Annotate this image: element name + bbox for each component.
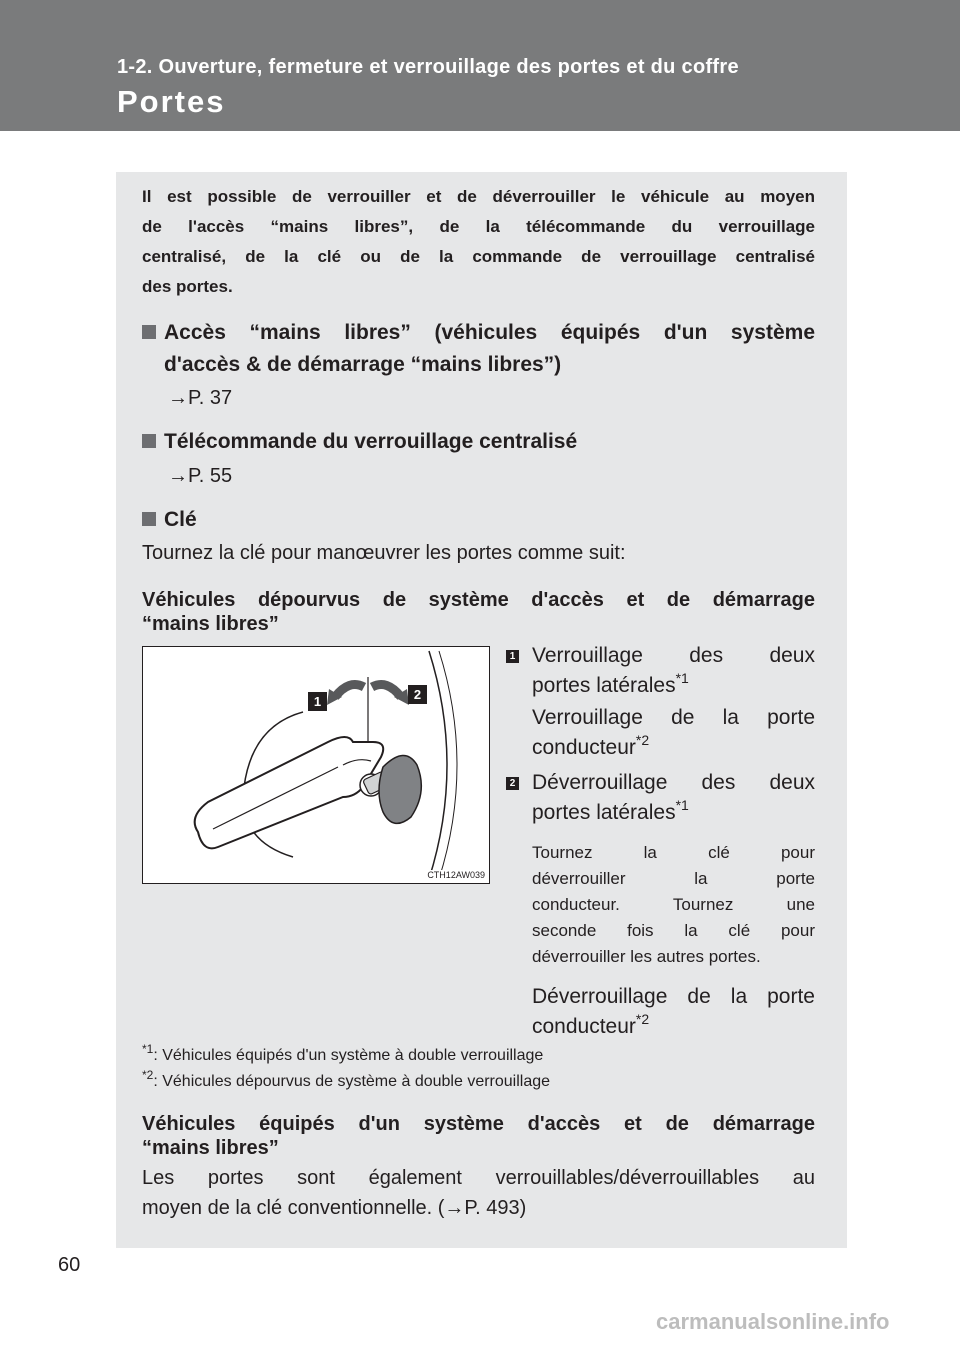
intro-line: de l'accès “mains libres”, de la télécommande du verrouillage bbox=[142, 217, 815, 236]
figure-code: CTH12AW039 bbox=[427, 870, 485, 880]
legend-note bbox=[532, 840, 815, 970]
figure-badge-1: 1 bbox=[308, 692, 327, 711]
legend-line: Déverrouillage de la porte bbox=[532, 985, 815, 1008]
legend-line: conducteur bbox=[532, 736, 636, 759]
section-heading-remote: Télécommande du verrouillage centralisé bbox=[164, 430, 578, 453]
subheading-line: “mains libres” bbox=[142, 613, 279, 635]
section-heading-line: d'accès & de démarrage “mains libres”) bbox=[164, 353, 562, 376]
page-heading: Portes bbox=[117, 84, 226, 119]
legend-line: Verrouillage de la porte bbox=[532, 706, 815, 729]
footnote-marker: *1 bbox=[675, 797, 689, 813]
page-reference-link[interactable]: →P. 37 bbox=[168, 387, 233, 409]
legend-line: Déverrouillage des deux bbox=[532, 771, 815, 794]
section-bullet bbox=[142, 434, 156, 448]
legend-item-lock-driver bbox=[532, 703, 815, 764]
legend-line: portes latérales bbox=[532, 674, 676, 697]
final-line: Les portes sont également verrouillables/déverrouillables au bbox=[142, 1167, 815, 1189]
legend-item-unlock-both bbox=[532, 768, 815, 829]
section-title: 1-2. Ouverture, fermeture et verrouillage des portes et du coffre bbox=[117, 56, 739, 78]
legend-line: portes latérales bbox=[532, 801, 676, 824]
note-line: conducteur. Tournez une bbox=[532, 895, 815, 914]
intro-line: centralisé, de la clé ou de la commande de verrouillage centralisé bbox=[142, 247, 815, 266]
note-line: déverrouiller les autres portes. bbox=[532, 947, 761, 966]
legend-line: conducteur bbox=[532, 1015, 636, 1038]
door-key-illustration bbox=[142, 646, 490, 884]
legend-item-lock-both bbox=[532, 641, 815, 702]
legend-badge-1: 1 bbox=[506, 650, 519, 663]
intro-line: des portes. bbox=[142, 277, 233, 296]
note-line: seconde fois la clé pour bbox=[532, 921, 815, 940]
footnote-marker: *1 bbox=[675, 670, 689, 686]
footnote-mark: *1 bbox=[142, 1042, 154, 1056]
footnote-1 bbox=[142, 1042, 544, 1065]
final-paragraph bbox=[142, 1163, 815, 1223]
footnote-marker: *2 bbox=[635, 732, 650, 748]
subheading-line: “mains libres” bbox=[142, 1137, 279, 1159]
section-heading-smart-access bbox=[164, 317, 815, 381]
subheading-line: Véhicules équipés d'un système d'accès et de démarrage bbox=[142, 1113, 815, 1135]
footnote-text: : Véhicules dépourvus de système à double verrouillage bbox=[153, 1073, 551, 1090]
subheading-without-smart-access bbox=[142, 588, 815, 636]
subheading-with-smart-access bbox=[142, 1112, 815, 1160]
section-bullet bbox=[142, 512, 156, 526]
legend-line: Verrouillage des deux bbox=[532, 644, 815, 667]
door-handle-drawing bbox=[143, 647, 489, 883]
chapter-header bbox=[0, 0, 960, 131]
figure-badge-2: 2 bbox=[408, 685, 427, 704]
content-panel bbox=[116, 172, 847, 1248]
page-reference-link[interactable]: →P. 55 bbox=[168, 465, 233, 487]
footnote-2 bbox=[142, 1068, 551, 1091]
footnote-marker: *2 bbox=[635, 1011, 650, 1027]
section-heading-key: Clé bbox=[164, 508, 197, 531]
footnote-mark: *2 bbox=[142, 1068, 154, 1082]
intro-line: Il est possible de verrouiller et de déverrouiller le véhicule au moyen bbox=[142, 187, 815, 206]
legend-badge-2: 2 bbox=[506, 777, 519, 790]
page-number: 60 bbox=[58, 1254, 81, 1276]
note-line: Tournez la clé pour bbox=[532, 843, 815, 862]
subheading-line: Véhicules dépourvus de système d'accès et de démarrage bbox=[142, 589, 815, 611]
footnote-text: : Véhicules équipés d'un système à double verrouillage bbox=[153, 1047, 544, 1064]
note-line: déverrouiller la porte bbox=[532, 869, 815, 888]
watermark: carmanualsonline.info bbox=[656, 1309, 890, 1334]
legend-item-unlock-driver bbox=[532, 982, 815, 1043]
intro-paragraph bbox=[142, 182, 815, 302]
section-heading-line: Accès “mains libres” (véhicules équipés d'un système bbox=[164, 321, 815, 344]
section-bullet bbox=[142, 325, 156, 339]
key-instruction: Tournez la clé pour manœuvrer les portes comme suit: bbox=[142, 542, 626, 564]
final-line: moyen de la clé conventionnelle. (→P. 493) bbox=[142, 1197, 527, 1219]
